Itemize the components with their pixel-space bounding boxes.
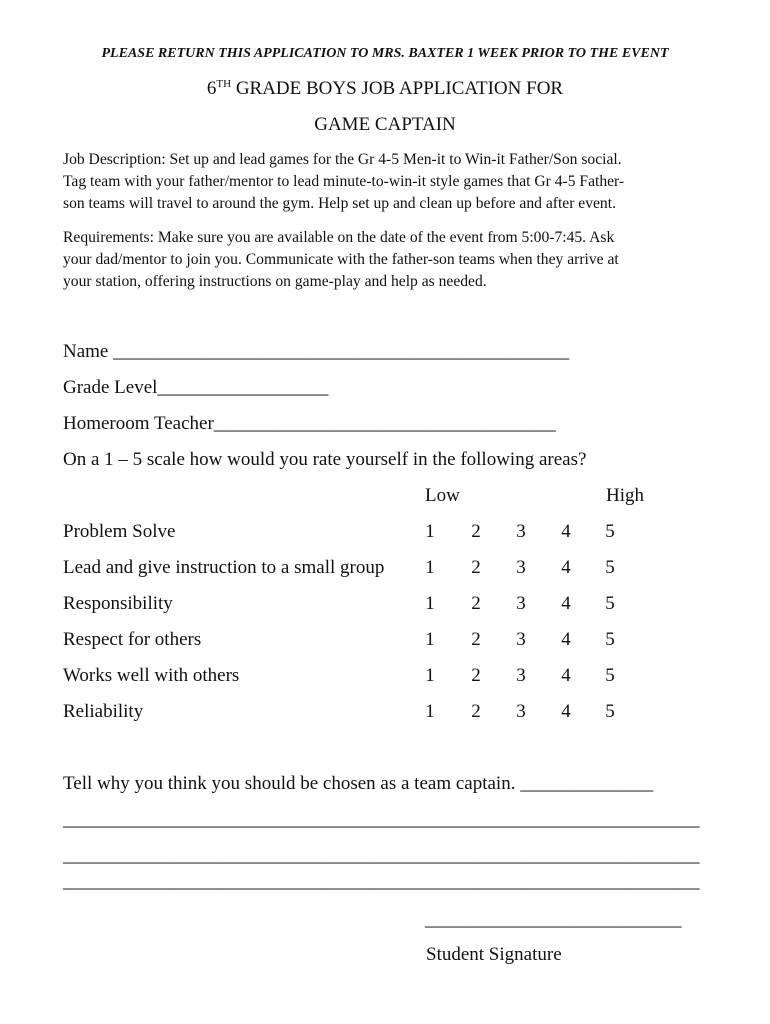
rating-option-1[interactable]: 1 bbox=[425, 665, 435, 686]
grade-level-field[interactable]: Grade Level__________________ bbox=[63, 377, 329, 398]
homeroom-teacher-field[interactable]: Homeroom Teacher____________________________________ bbox=[63, 413, 556, 434]
rating-option-4[interactable]: 4 bbox=[561, 593, 571, 614]
rating-option-5[interactable]: 5 bbox=[605, 557, 615, 578]
requirements bbox=[63, 227, 713, 293]
rating-option-3[interactable]: 3 bbox=[516, 701, 526, 722]
rating-option-5[interactable]: 5 bbox=[605, 521, 615, 542]
rating-option-2[interactable]: 2 bbox=[471, 557, 481, 578]
rating-option-2[interactable]: 2 bbox=[471, 593, 481, 614]
rating-option-5[interactable]: 5 bbox=[605, 701, 615, 722]
rating-option-1[interactable]: 1 bbox=[425, 701, 435, 722]
job-description-line: son teams will travel to around the gym. Help set up and clean up before and after event. bbox=[63, 195, 616, 212]
signature-line[interactable]: ___________________________ bbox=[425, 909, 682, 930]
rating-option-4[interactable]: 4 bbox=[561, 665, 571, 686]
form-title-line-2: GAME CAPTAIN bbox=[314, 114, 456, 135]
requirements-line: Requirements: Make sure you are available on the date of the event from 5:00-7:45. Ask bbox=[63, 229, 615, 246]
rating-option-4[interactable]: 4 bbox=[561, 521, 571, 542]
rating-option-1[interactable]: 1 bbox=[425, 521, 435, 542]
grade-number: 6 bbox=[206, 78, 217, 99]
rating-option-5[interactable]: 5 bbox=[605, 665, 615, 686]
requirements-line: your station, offering instructions on game-play and help as needed. bbox=[63, 273, 487, 290]
rating-option-3[interactable]: 3 bbox=[516, 557, 526, 578]
rating-option-3[interactable]: 3 bbox=[516, 629, 526, 650]
essay-line[interactable]: ___________________________________________________________________ bbox=[63, 871, 700, 892]
rating-option-3[interactable]: 3 bbox=[516, 593, 526, 614]
rating-option-1[interactable]: 1 bbox=[425, 593, 435, 614]
rating-option-4[interactable]: 4 bbox=[561, 701, 571, 722]
rating-option-4[interactable]: 4 bbox=[561, 557, 571, 578]
return-notice: PLEASE RETURN THIS APPLICATION TO MRS. BAXTER 1 WEEK PRIOR TO THE EVENT bbox=[101, 46, 669, 61]
grade-superscript: TH bbox=[216, 78, 232, 90]
scale-low-label: Low bbox=[425, 485, 460, 506]
rating-option-2[interactable]: 2 bbox=[471, 521, 481, 542]
rating-row-label: Lead and give instruction to a small group bbox=[63, 557, 385, 578]
rating-option-2[interactable]: 2 bbox=[471, 629, 481, 650]
rating-option-5[interactable]: 5 bbox=[605, 629, 615, 650]
rating-row-label: Reliability bbox=[63, 701, 144, 722]
job-description-line: Job Description: Set up and lead games for the Gr 4-5 Men-it to Win-it Father/Son social. bbox=[63, 151, 622, 168]
job-description-line: Tag team with your father/mentor to lead minute-to-win-it style games that Gr 4-5 Father- bbox=[63, 173, 625, 190]
job-description bbox=[63, 149, 713, 215]
form-title-line-1 bbox=[0, 78, 770, 100]
scale-high-label: High bbox=[606, 485, 644, 506]
rating-row-label: Responsibility bbox=[63, 593, 173, 614]
rating-option-1[interactable]: 1 bbox=[425, 629, 435, 650]
requirements-line: your dad/mentor to join you. Communicate with the father-son teams when they arrive at bbox=[63, 251, 619, 268]
rating-option-5[interactable]: 5 bbox=[605, 593, 615, 614]
essay-line[interactable]: ___________________________________________________________________ bbox=[63, 809, 700, 830]
rating-option-1[interactable]: 1 bbox=[425, 557, 435, 578]
rating-option-3[interactable]: 3 bbox=[516, 665, 526, 686]
rating-row-label: Problem Solve bbox=[63, 521, 176, 542]
rating-option-3[interactable]: 3 bbox=[516, 521, 526, 542]
rating-row-label: Works well with others bbox=[63, 665, 240, 686]
essay-line[interactable]: ___________________________________________________________________ bbox=[63, 845, 700, 866]
name-field[interactable]: Name ________________________________________________ bbox=[63, 341, 570, 362]
title-rest: GRADE BOYS JOB APPLICATION FOR bbox=[231, 78, 564, 99]
rating-option-4[interactable]: 4 bbox=[561, 629, 571, 650]
rating-option-2[interactable]: 2 bbox=[471, 665, 481, 686]
rating-option-2[interactable]: 2 bbox=[471, 701, 481, 722]
signature-label: Student Signature bbox=[426, 944, 562, 965]
rating-row-label: Respect for others bbox=[63, 629, 202, 650]
essay-prompt[interactable]: Tell why you think you should be chosen as a team captain. ______________ bbox=[63, 773, 654, 794]
rating-question: On a 1 – 5 scale how would you rate yourself in the following areas? bbox=[63, 449, 587, 470]
